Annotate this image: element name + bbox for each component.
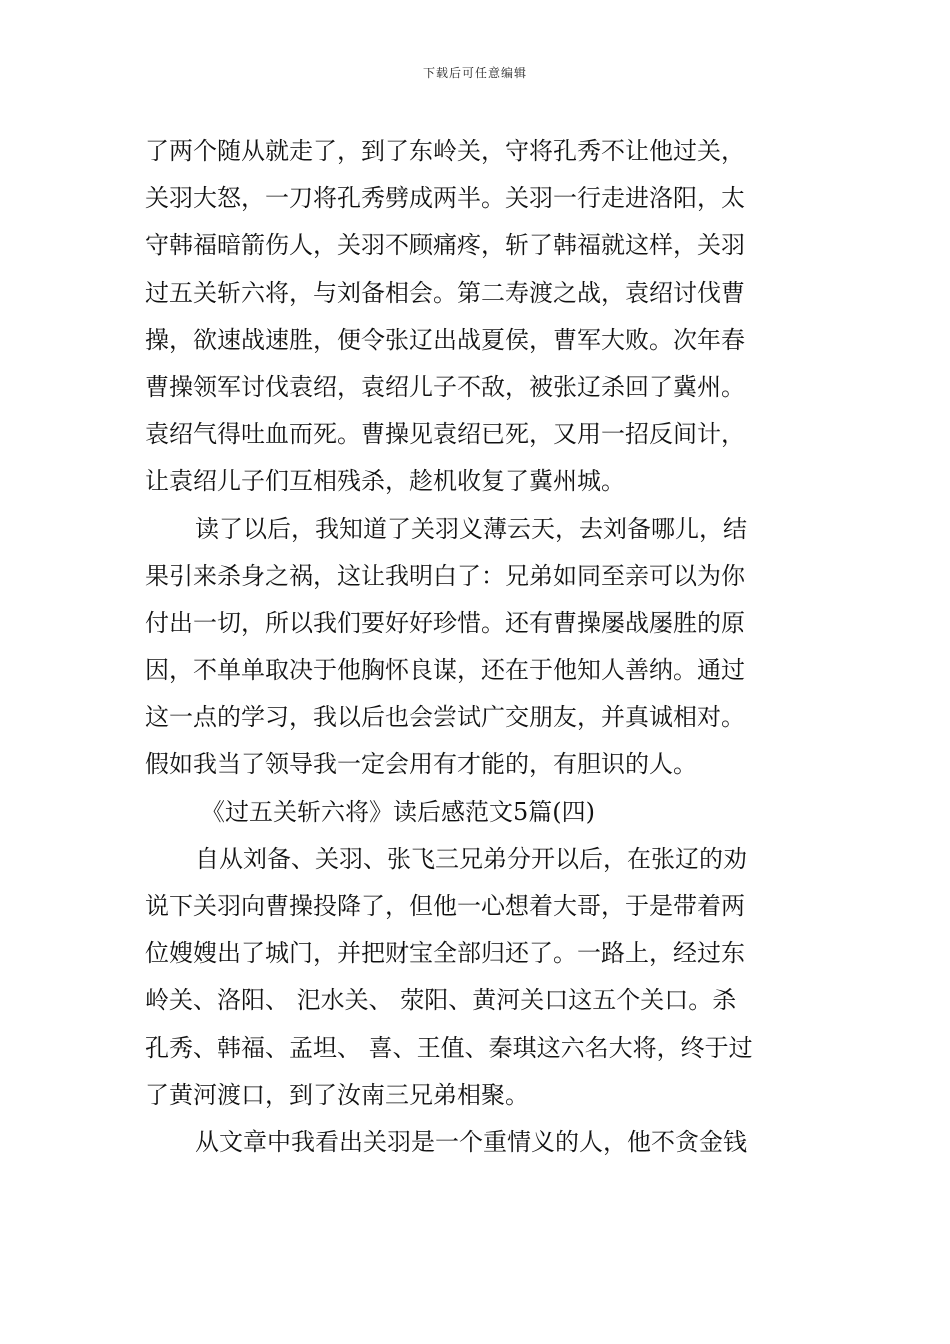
section-heading: 《过五关斩六将》读后感范文5篇(四) (201, 797, 595, 826)
text-line: 位嫂嫂出了城门，并把财宝全部归还了。一路上，经过东 (145, 939, 745, 968)
text-line: 因，不单单取决于他胸怀良谋，还在于他知人善纳。通过 (145, 656, 745, 685)
text-line: 这一点的学习，我以后也会尝试广交朋友，并真诚相对。 (145, 703, 745, 732)
document-body (145, 128, 810, 1166)
text-line: 岭关、洛阳、 汜水关、 荥阳、黄河关口这五个关口。杀 (145, 986, 737, 1015)
text-line: 让袁绍儿子们互相残杀，趁机收复了冀州城。 (145, 467, 625, 496)
text-line: 关羽大怒，一刀将孔秀劈成两半。关羽一行走进洛阳，太 (145, 184, 745, 213)
text-line: 了黄河渡口，到了汝南三兄弟相聚。 (145, 1080, 529, 1109)
text-line: 孔秀、韩福、孟坦、 喜、王值、秦琪这六名大将，终于过 (145, 1033, 753, 1062)
text-line: 过五关斩六将，与刘备相会。第二寿渡之战，袁绍讨伐曹 (145, 278, 745, 307)
text-line: 果引来杀身之祸，这让我明白了：兄弟如同至亲可以为你 (145, 561, 745, 590)
text-line: 守韩福暗箭伤人，关羽不顾痛疼，斩了韩福就这样，关羽 (145, 231, 745, 260)
text-line: 假如我当了领导我一定会用有才能的，有胆识的人。 (145, 750, 697, 779)
paragraph-start-line: 自从刘备、关羽、张飞三兄弟分开以后，在张辽的劝 (195, 844, 747, 873)
text-line: 说下关羽向曹操投降了，但他一心想着大哥，于是带着两 (145, 892, 745, 920)
text-line: 付出一切，所以我们要好好珍惜。还有曹操屡战屡胜的原 (145, 608, 745, 637)
text-line: 曹操领军讨伐袁绍，袁绍儿子不敌，被张辽杀回了冀州。 (145, 372, 745, 401)
paragraph-start-line: 读了以后，我知道了关羽义薄云天，去刘备哪儿，结 (195, 514, 747, 543)
page-header: 下载后可任意编辑 (422, 66, 527, 80)
text-line: 操，欲速战速胜，便令张辽出战夏侯，曹军大败。次年春 (145, 325, 745, 354)
text-line: 袁绍气得吐血而死。曹操见袁绍已死，又用一招反间计， (145, 420, 745, 449)
text-line: 了两个随从就走了，到了东岭关，守将孔秀不让他过关， (145, 137, 745, 165)
paragraph-start-line: 从文章中我看出关羽是一个重情义的人，他不贪金钱 (195, 1127, 747, 1156)
